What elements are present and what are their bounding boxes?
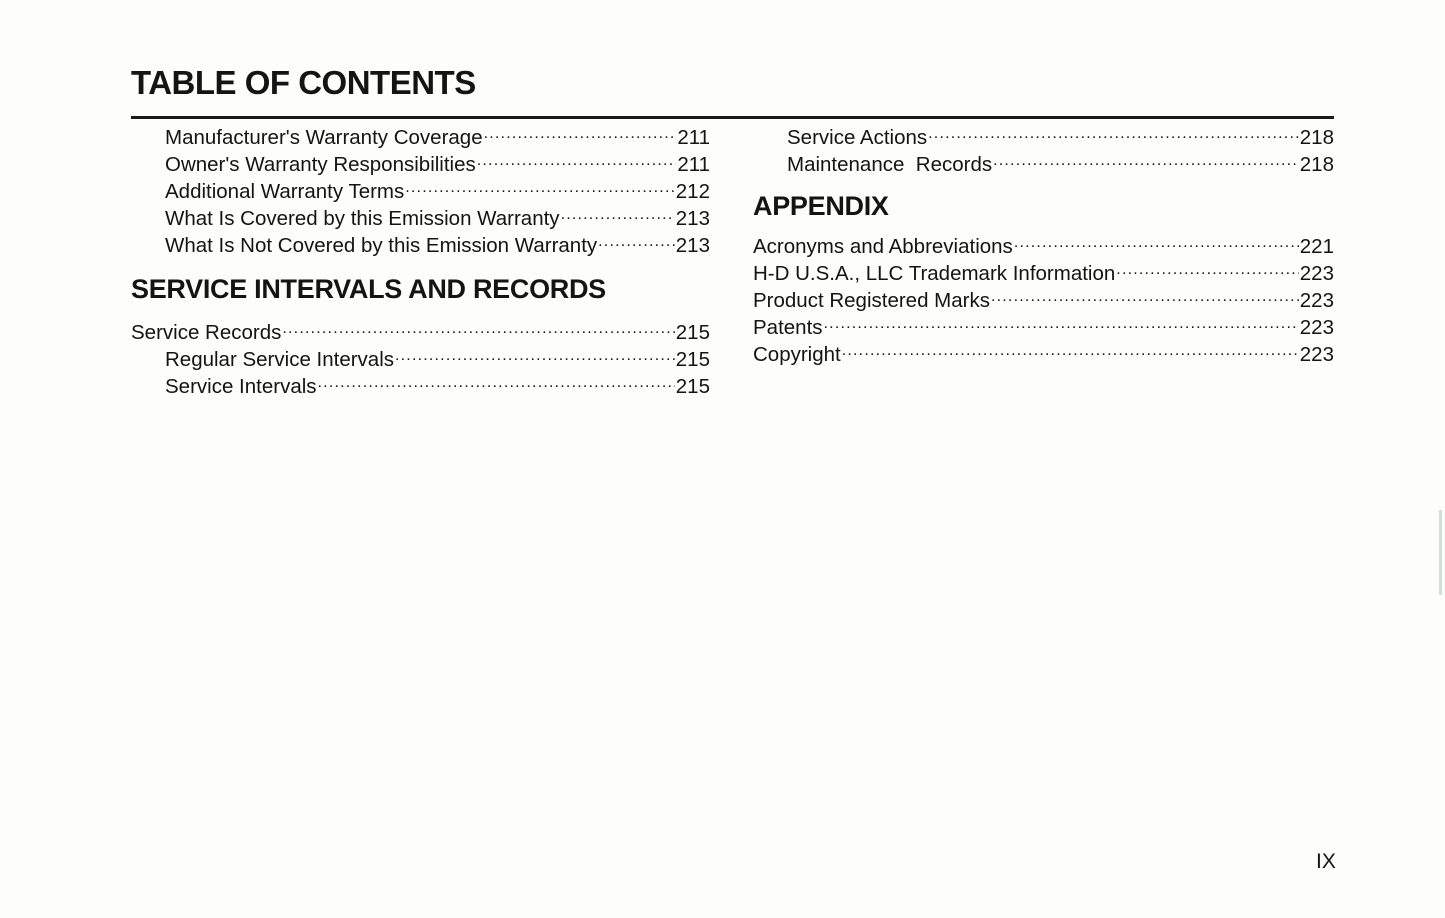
dot-leader [282, 319, 674, 339]
dot-leader [824, 314, 1299, 334]
dot-leader [928, 124, 1299, 144]
dot-leader [405, 178, 675, 198]
toc-entry-page: 213 [675, 234, 710, 257]
toc-entry-label: Additional Warranty Terms [165, 180, 405, 203]
toc-entry[interactable] [131, 232, 710, 259]
dot-leader [484, 124, 677, 144]
dot-leader [318, 373, 675, 393]
toc-entry-page: 223 [1299, 316, 1334, 339]
toc-entry-page: 211 [677, 126, 710, 149]
dot-leader [1014, 233, 1299, 253]
toc-entry-label: Maintenance Records [787, 153, 993, 176]
section-heading-service: SERVICE INTERVALS AND RECORDS [131, 274, 606, 304]
toc-entry[interactable] [131, 178, 710, 205]
toc-entry-page: 211 [677, 153, 710, 176]
toc-right-column [753, 124, 1334, 368]
toc-entry-label: Service Actions [787, 126, 928, 149]
toc-entry-page: 218 [1299, 153, 1334, 176]
toc-entry-label: Service Records [131, 321, 282, 344]
toc-entry-page: 223 [1299, 289, 1334, 312]
toc-entry[interactable] [131, 373, 710, 400]
toc-entry[interactable] [753, 341, 1334, 368]
toc-entry[interactable] [753, 287, 1334, 314]
toc-entry-label: Patents [753, 316, 823, 339]
toc-entry-page: 212 [675, 180, 710, 203]
toc-entry-page: 213 [675, 207, 710, 230]
toc-entry-page: 223 [1299, 343, 1334, 366]
toc-entry-label: Manufacturer's Warranty Coverage [165, 126, 483, 149]
toc-entry[interactable] [131, 319, 710, 346]
dot-leader [842, 341, 1299, 361]
toc-entry[interactable] [753, 233, 1334, 260]
toc-entry[interactable] [131, 151, 710, 178]
toc-entry-label: Regular Service Intervals [165, 348, 395, 371]
toc-entry-label: Owner's Warranty Responsibilities [165, 153, 476, 176]
toc-entry-label: Product Registered Marks [753, 289, 990, 312]
toc-entry-label: Acronyms and Abbreviations [753, 235, 1013, 258]
toc-left-column [131, 124, 710, 400]
page-number: IX [1316, 850, 1336, 873]
page-edge-artifact [1439, 510, 1442, 595]
toc-entry[interactable] [753, 314, 1334, 341]
toc-entry[interactable] [753, 151, 1334, 178]
title-divider [131, 116, 1334, 119]
toc-entry-label: Service Intervals [165, 375, 317, 398]
toc-entry[interactable] [753, 124, 1334, 151]
toc-entry-page: 215 [675, 321, 710, 344]
dot-leader [561, 205, 675, 225]
page-title: TABLE OF CONTENTS [131, 64, 476, 101]
dot-leader [993, 151, 1299, 171]
dot-leader [395, 346, 675, 366]
toc-entry-label: H-D U.S.A., LLC Trademark Information [753, 262, 1116, 285]
toc-entry-page: 223 [1299, 262, 1334, 285]
toc-entry-page: 215 [675, 348, 710, 371]
toc-entry-page: 218 [1299, 126, 1334, 149]
toc-entry[interactable] [131, 124, 710, 151]
toc-entry-label: Copyright [753, 343, 841, 366]
toc-entry-page: 215 [675, 375, 710, 398]
toc-entry-page: 221 [1299, 235, 1334, 258]
toc-entry-label: What Is Not Covered by this Emission Warranty [165, 234, 598, 257]
dot-leader [991, 287, 1299, 307]
dot-leader [1116, 260, 1298, 280]
toc-entry-label: What Is Covered by this Emission Warranty [165, 207, 560, 230]
dot-leader [477, 151, 677, 171]
toc-entry[interactable] [753, 260, 1334, 287]
section-heading-appendix: APPENDIX [753, 191, 889, 221]
toc-entry[interactable] [131, 205, 710, 232]
dot-leader [598, 232, 675, 252]
toc-entry[interactable] [131, 346, 710, 373]
